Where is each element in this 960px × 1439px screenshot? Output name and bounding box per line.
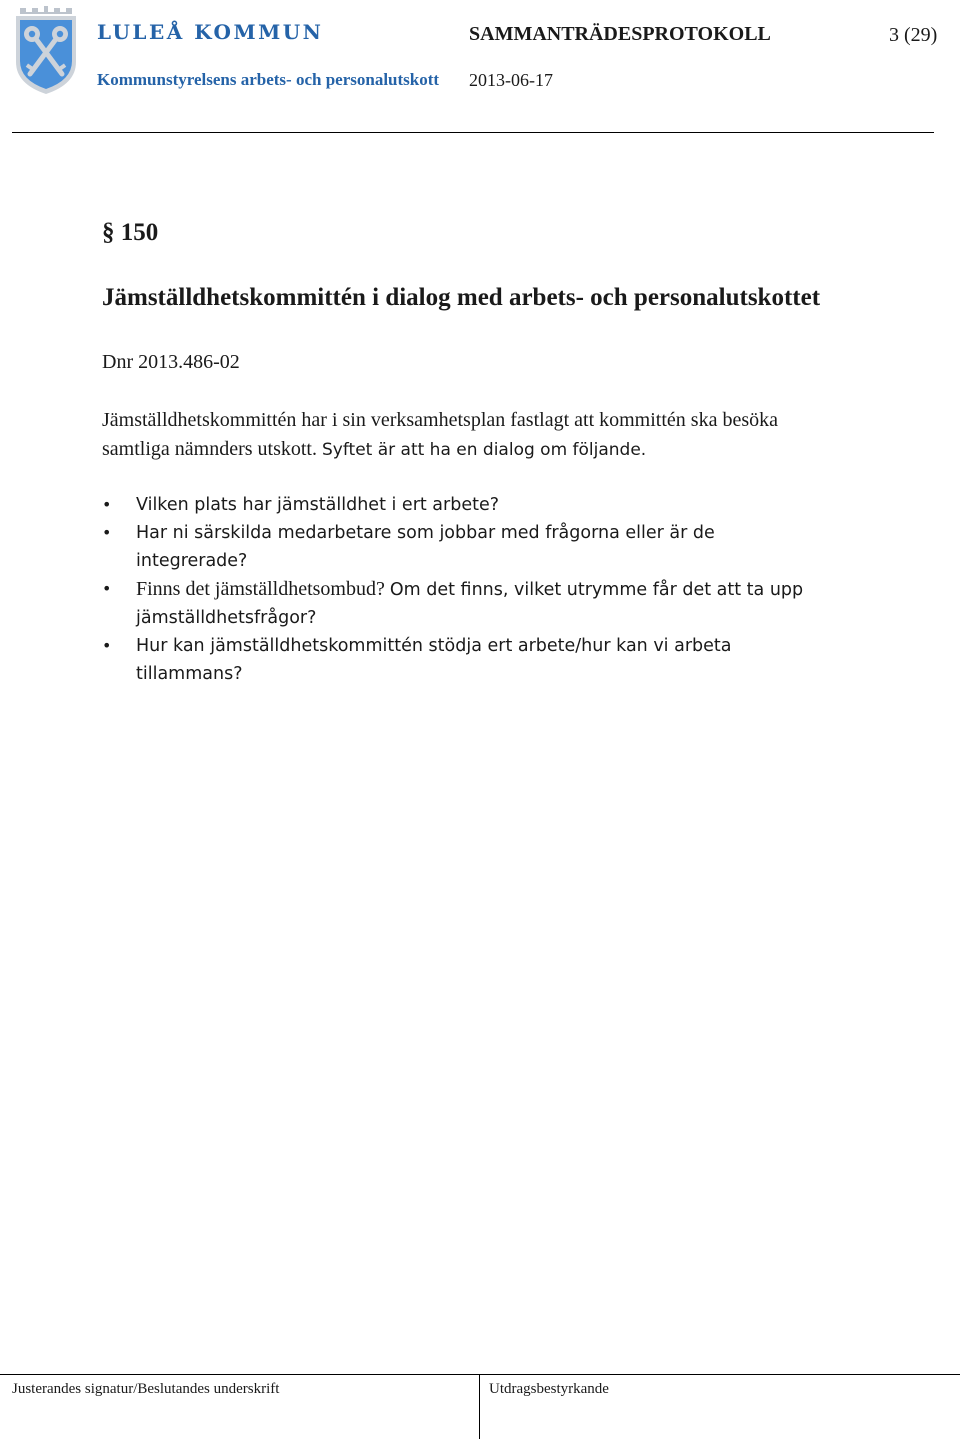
bullet-icon: • [102, 636, 112, 655]
section-number: § 150 [102, 219, 159, 246]
bullet-icon: • [102, 495, 112, 514]
certification-label: Utdragsbestyrkande [489, 1381, 609, 1397]
list-item [102, 575, 822, 632]
intro-paragraph [102, 406, 832, 465]
question-text: Finns det jämställdhetsombud? [136, 578, 390, 600]
question-text: Hur kan jämställdhetskommittén stödja ert arbete/hur kan vi arbeta tillammans? [136, 636, 732, 684]
page-number: 3 (29) [889, 24, 938, 46]
section-title: Jämställdhetskommittén i dialog med arbets- och personalutskottet [102, 284, 821, 311]
intro-part-2: Syftet är att ha en dialog om följande. [321, 440, 647, 460]
header-divider [12, 132, 934, 133]
diary-number: Dnr 2013.486-02 [102, 351, 240, 373]
org-name: LULEÅ KOMMUN [97, 20, 324, 44]
committee-name: Kommunstyrelsens arbets- och personalutskott [97, 70, 440, 89]
question-text: Vilken plats har jämställdhet i ert arbete? [136, 495, 500, 515]
list-item [102, 491, 822, 519]
intro-part-1: Jämställdhetskommittén har i sin verksamhetsplan fastlagt att kommittén ska besöka samtliga nämnders utskott. [102, 409, 778, 460]
footer-divider [0, 1374, 960, 1375]
lulea-coat-of-arms-icon [12, 4, 80, 96]
bullet-icon: • [102, 579, 112, 598]
question-text: Har ni särskilda medarbetare som jobbar med frågorna eller är de integrerade? [136, 523, 715, 571]
document-type: SAMMANTRÄDESPROTOKOLL [469, 23, 771, 45]
footer-column-divider [479, 1374, 480, 1439]
signature-label: Justerandes signatur/Beslutandes underskrift [12, 1381, 280, 1397]
list-item [102, 519, 822, 575]
question-text-continued: Om det finns, vilket utrymme får det att ta upp jämställdhetsfrågor? [136, 580, 804, 628]
question-list [102, 491, 822, 688]
bullet-icon: • [102, 523, 112, 542]
meeting-date: 2013-06-17 [469, 70, 553, 90]
list-item [102, 632, 822, 688]
